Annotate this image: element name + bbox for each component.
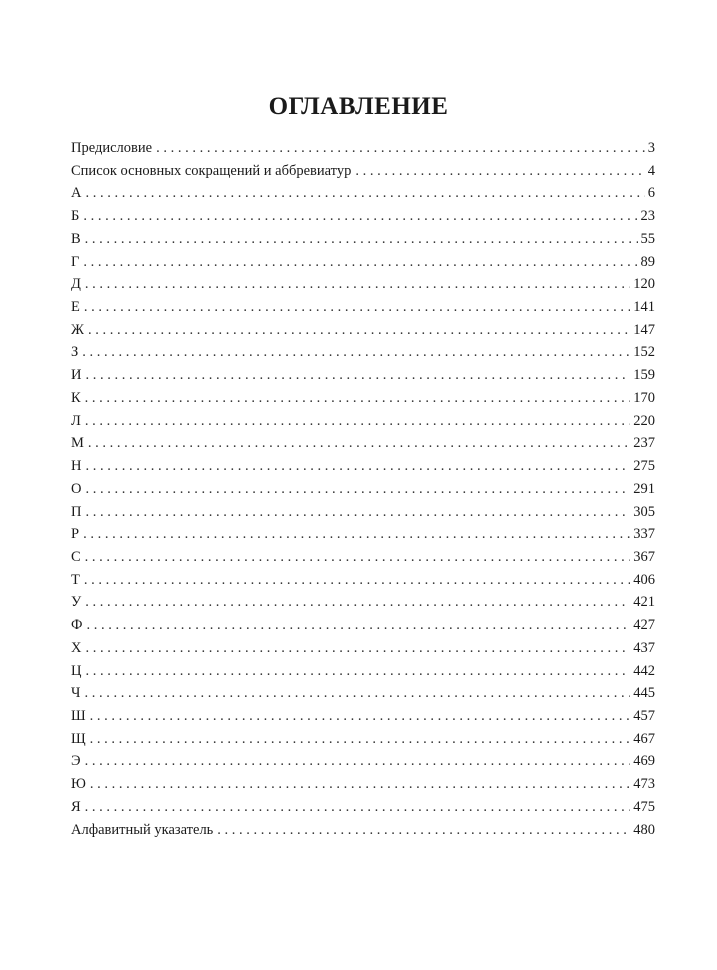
toc-leader-dots [83,251,637,274]
toc-leader-dots [83,523,630,546]
toc-entry [71,591,655,614]
toc-leader-dots [86,614,630,637]
toc-entry-page: 159 [633,367,655,384]
toc-entry-label: Ж [71,321,84,338]
toc-entry [71,228,655,251]
toc-entry-label: О [71,480,82,497]
toc-entry [71,364,655,387]
toc-leader-dots [90,773,630,796]
toc-leader-dots [85,387,631,410]
toc-entry-label: М [71,435,84,452]
toc-entry-label: Список основных сокращений и аббревиатур [71,162,352,179]
toc-leader-dots [355,160,644,183]
toc-entry-label: Ш [71,707,86,724]
toc-entry-page: 120 [633,276,655,293]
toc-entry-page: 220 [633,412,655,429]
toc-entry-label: Предисловие [71,140,153,156]
toc-leader-dots [217,819,630,842]
toc-entry [71,773,655,796]
toc-leader-dots [156,137,645,160]
toc-entry-label: П [71,503,82,520]
toc-entry-label: Х [71,639,82,656]
toc-entry-label: И [71,367,82,384]
toc-entry-page: 421 [633,594,655,611]
toc-leader-dots [82,341,630,364]
toc-entry-page: 305 [633,503,655,520]
toc-leader-dots [85,750,631,773]
toc-entry [71,637,655,660]
toc-entry-label: Т [71,571,80,588]
toc-entry-label: Б [71,208,80,225]
toc-entry [71,819,655,842]
toc-entry [71,205,655,228]
toc-entry [71,137,655,160]
toc-entry-label: К [71,389,81,406]
toc-entry-page: 469 [633,753,655,770]
toc-entry-page: 427 [633,617,655,634]
toc-entry-page: 337 [633,526,655,543]
toc-entry-page: 457 [633,707,655,724]
toc-entry [71,682,655,705]
toc-entry-label: У [71,594,82,611]
toc-leader-dots [85,637,630,660]
toc-leader-dots [85,478,630,501]
toc-entry [71,546,655,569]
toc-entry [71,410,655,433]
toc-entry-label: Э [71,753,81,770]
table-of-contents [71,137,655,841]
toc-leader-dots [85,228,638,251]
toc-entry-page: 23 [640,208,655,225]
toc-entry-label: Е [71,299,80,316]
toc-entry-label: Ф [71,617,83,634]
toc-entry [71,750,655,773]
toc-entry-page: 291 [633,480,655,497]
toc-entry-label: Я [71,798,81,815]
toc-entry [71,273,655,296]
toc-entry-page: 275 [633,458,655,475]
toc-leader-dots [85,660,630,683]
toc-leader-dots [84,682,630,705]
toc-leader-dots [83,205,637,228]
toc-entry-page: 170 [633,389,655,406]
toc-leader-dots [85,364,630,387]
toc-entry-label: Г [71,253,80,270]
toc-entry [71,319,655,342]
toc-entry [71,341,655,364]
toc-entry-page: 437 [633,639,655,656]
toc-leader-dots [85,273,630,296]
toc-entry [71,728,655,751]
toc-entry [71,523,655,546]
toc-entry-label: В [71,230,81,247]
toc-entry [71,455,655,478]
toc-entry [71,796,655,819]
toc-leader-dots [84,296,630,319]
toc-leader-dots [85,501,630,524]
toc-entry [71,569,655,592]
toc-entry-page: 480 [633,821,655,838]
toc-entry-page: 4 [647,162,655,179]
toc-leader-dots [90,705,631,728]
toc-entry-page: 6 [647,185,655,202]
toc-entry-label: Алфавитный указатель [71,821,214,838]
toc-entry-page: 3 [647,140,655,156]
toc-entry-label: Д [71,276,81,293]
toc-entry [71,660,655,683]
toc-entry-label: Л [71,412,81,429]
toc-entry [71,432,655,455]
toc-entry [71,160,655,183]
toc-entry-page: 406 [633,571,655,588]
toc-entry-page: 147 [633,321,655,338]
toc-entry-page: 442 [633,662,655,679]
toc-entry-label: Ч [71,685,81,702]
toc-leader-dots [85,410,630,433]
toc-entry-page: 473 [633,776,655,793]
toc-entry [71,296,655,319]
toc-entry-label: С [71,548,81,565]
toc-entry-label: Ц [71,662,82,679]
toc-entry-page: 445 [633,685,655,702]
toc-entry-page: 367 [633,548,655,565]
toc-leader-dots [85,182,644,205]
toc-leader-dots [85,796,631,819]
toc-leader-dots [84,569,630,592]
toc-entry-page: 55 [640,230,655,247]
toc-entry [71,182,655,205]
toc-entry-page: 467 [633,730,655,747]
toc-entry-label: А [71,185,82,202]
toc-entry-page: 152 [633,344,655,361]
toc-leader-dots [88,432,630,455]
toc-leader-dots [85,591,630,614]
toc-entry-label: Н [71,458,82,475]
toc-entry [71,478,655,501]
toc-entry [71,251,655,274]
toc-entry-label: Ю [71,776,86,793]
toc-entry-label: Щ [71,730,86,747]
toc-entry-page: 475 [633,798,655,815]
toc-entry [71,614,655,637]
toc-entry-page: 89 [640,253,655,270]
toc-entry [71,501,655,524]
toc-leader-dots [88,319,630,342]
toc-entry [71,705,655,728]
toc-entry-page: 237 [633,435,655,452]
toc-entry-label: З [71,344,79,361]
page-title: ОГЛАВЛЕНИЕ [268,93,449,120]
toc-leader-dots [85,455,630,478]
toc-entry-page: 141 [633,299,655,316]
toc-entry [71,387,655,410]
toc-leader-dots [90,728,631,751]
toc-leader-dots [85,546,631,569]
toc-entry-label: Р [71,526,80,543]
